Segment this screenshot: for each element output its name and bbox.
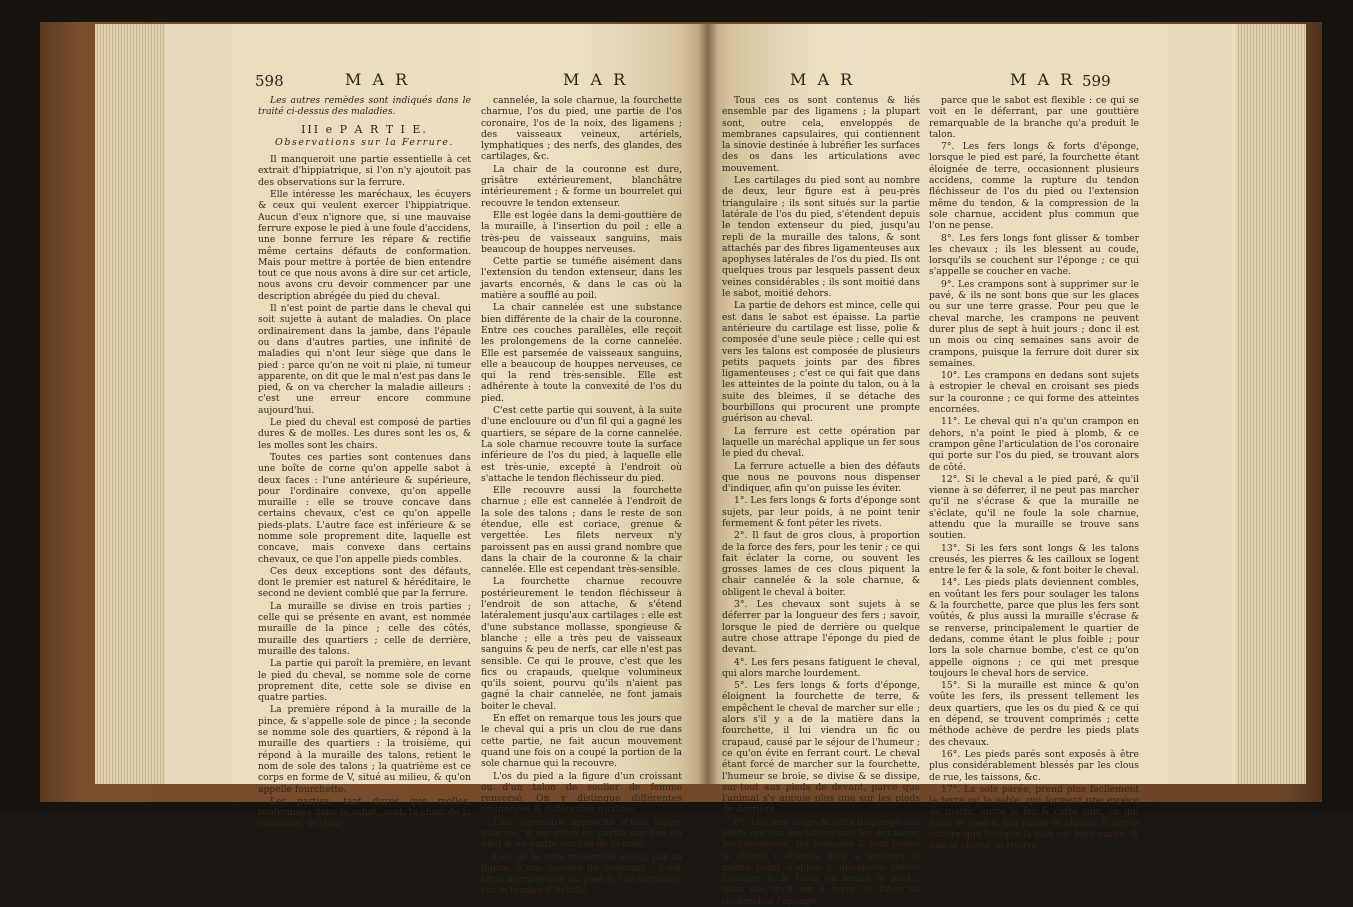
paragraph: Les parties, tant dures que molles, renfermées dans le sabot, sont, la chair de la couronne, la chair [258,795,471,830]
right-col2-paragraphs [929,95,1139,852]
paragraph: 7°. Les fers longs & forts d'éponge, lorsque le pied est paré, la fourchette étant éloignée de terre, occasionnent plusieurs accidens, comme la rupture du tendon fléchisseur de l'os du pied ou l'extension même du tendon, & la compression de la sole charnue, accident plus commun que l'on ne pense. [929,141,1139,232]
right-page-number: 599 [1082,72,1111,90]
paragraph: La partie qui paroît la première, en levant le pied du cheval, se nomme sole de corne proprement dite, cette sole se divise en quatre parties. [258,658,471,704]
paragraph: 8°. Les fers longs font glisser & tomber les chevaux ; ils les blessent au coude, lorsqu'ils se couchent sur l'éponge ; ce qui s'appelle se coucher en vache. [929,232,1139,278]
right-column-2 [929,95,1139,852]
paragraph: L'os coronaire approche d'une figure quarrée, il est situé en partie sur l'os du pied & en partie sur l'os de la noix. [481,816,682,851]
intro-note: Les autres remèdes sont indiqués dans le traité ci-dessus des maladies. [258,95,471,118]
paragraph: 1°. Les fers longs & forts d'éponge sont sujets, par leur poids, à ne point tenir fermement & font péter les rivets. [722,495,920,529]
left-running-head-2: M A R [563,70,629,89]
paragraph: Toutes ces parties sont contenues dans une boîte de corne qu'on appelle sabot à deux faces : l'une antérieure & supérieure, pour l'ordinaire convexe, qu'on appelle muraille : elle se trouve concave dans certains chevaux, c'est ce qu'on appelle pieds-plats. L'autre face est inférieure & se nomme sole proprement dite, laquelle est concave, mais convexe dans certains chevaux, ce que l'on appelle pieds combles. [258,451,471,565]
paragraph: 14°. Les pieds plats deviennent combles, en voûtant les fers pour soulager les talons & la fourchette, parce que plus les fers sont voûtés, & plus aussi la muraille s'écrase & se renverse, principalement le quartier de dedans, comme étant le plus foible ; pour lors la sole charnue bombe, c'est ce qu'on appelle oignons ; ce qui met presque toujours le cheval hors de service. [929,577,1139,679]
book-gutter [698,24,718,784]
right-column-1 [722,95,921,907]
paragraph: La chair de la couronne est dure, grisâtre extérieurement, blanchâtre intérieurement ; & forme un bourrelet qui recouvre le tendon extenseur. [481,163,682,209]
left-page-number: 598 [255,72,284,90]
paragraph: 4°. Les fers pesans fatiguent le cheval, qui alors marche lourdement. [722,656,920,679]
left-page-edges [95,24,165,784]
paragraph: 10°. Les crampons en dedans sont sujets à estropier le cheval en croisant ses pieds sur la couronne ; ce qui forme des atteintes encornées. [929,370,1139,416]
paragraph: Il manqueroit une partie essentielle à cet extrait d'hippiatrique, si l'on n'y ajoutoit pas des observations sur la ferrure. [258,154,471,188]
paragraph: cannelée, la sole charnue, la fourchette charnue, l'os du pied, une partie de l'os coronaire, l'os de la noix, des ligamens ; des vaisseaux veineux, artériels, lymphatiques ; des nerfs, des glandes, des cartilages, &c. [481,95,682,163]
paragraph: Elle intéresse les maréchaux, les écuyers & ceux qui veulent exercer l'hippiatrique. Aucun d'eux n'ignore que, si une mauvaise ferrure expose le pied à une foule d'accidens, une bonne ferrure les répare & rectifie même certains défauts de conformation. Mais pour mettre à portée de bien entendre tout ce que nous avons à dire sur cet article, nous avons cru devoir commencer par une description abrégée du pied du cheval. [258,189,471,302]
paragraph: parce que le sabot est flexible : ce qui se voit en le déferrant, par une gouttière remarquable de la branche qu'a produit le talon. [929,95,1139,140]
paragraph: 15°. Si la muraille est mince & qu'on voûte les fers, ils pressent tellement les deux quartiers, que les os du pied & ce qui en dépend, se trouvent comprimés ; cette méthode achève de perdre les pieds plats des chevaux. [929,680,1139,748]
paragraph: Cette partie se tuméfie aisément dans l'extension du tendon extenseur, dans les javarts encornés, & dans le cas où la matière a soufflé au poil. [481,256,682,302]
paragraph: L'os de la noix ressemble assez, par sa figure, à une navette de tisserand : il est situé derrière l'os du pied & l'os coronaire sur le tendon d'Achille. [481,851,682,897]
paragraph: Les cartilages du pied sont au nombre de deux, leur figure est à peu-près triangulaire ; ils sont situés sur la partie latérale de l'os du pied, s'étendent depuis le tendon extenseur du pied, jusqu'au repli de la muraille des talons, & sont attachés par des fibres ligamenteuses aux apophyses latérales de l'os du pied. Ils ont quelques trous par lesquels passent deux veines considérables ; ils sont moitié dans le sabot, moitié dehors. [722,175,921,300]
paragraph: La fourchette charnue recouvre postérieurement le tendon fléchisseur à l'endroit de son attache, & s'étend latéralement jusqu'aux cartilages : elle est d'une substance mollasse, spongieuse & blanche ; elle a très peu de vaisseaux sanguins & peu de nerfs, car elle n'est pas sensible. Ce qui le prouve, c'est que les fics ou crapauds, quelque volumineux qu'ils soient, pourvu qu'ils n'aient pas gagné la chair cannelée, ne font jamais boiter le cheval. [481,576,682,712]
left-column-2 [481,95,682,897]
paragraph: La ferrure est cette opération par laquelle un maréchal applique un fer sous le pied du cheval. [722,425,920,460]
paragraph: La première répond à la muraille de la pince, & s'appelle sole de pince ; la seconde se nomme sole des quartiers, & répond à la muraille des quartiers : la troisième, qui répond à la muraille des talons, retient le nom de sole des talons ; la quatrième est ce corps en forme de V, situé au milieu, & qu'on appelle fourchette. [258,704,471,795]
paragraph: En effet on remarque tous les jours que le cheval qui a pris un clou de rue dans cette partie, ne fait aucun mouvement quand une fois on a coupé la portion de la sole charnue qui la recouvre. [481,713,682,770]
left-running-head-1: M A R [345,70,411,89]
part-title: III e P A R T I E. [301,122,428,136]
paragraph: 17°. La sole parée, prend plus facilement la terre ou le sable, qui forment une espèce de mastic entre le fer & cette sole, ce qui foule le pied & fait boiter le cheval. Il arrive encore que lorsque la sole est bien parée, & que le cheval se trouve [929,783,1139,852]
paragraph: Ces deux exceptions sont des défauts, dont le premier est naturel & héréditaire, le second ne devient comblé que par la ferrure. [258,565,471,600]
right-running-head-1: M A R [790,70,856,89]
paragraph: 6°. Les fers longs & forts d'éponge aux pieds qui ont les talons bas, les écrasent, les renversent, les froissent & font boiter le cheval ( attendu qu'il a toujours le même point d'appui ), quoiqu'on relève l'éponge & le talon en levant le pied ; mais dès qu'il est à terre, le talon va rechercher l'éponge, [722,816,920,907]
right-col1-paragraphs [722,95,920,907]
section-title: Observations sur la Ferrure. [275,136,454,148]
paragraph: La partie de dehors est mince, celle qui est dans le sabot est épaisse. La partie antérieure du cartilage est lisse, polie & composée d'une seule pièce ; celle qui est vers les talons est composée de plusieurs petits paquets joints par des fibres ligamenteuses ; c'est ce qui fait que dans les atteintes de la pointe du talon, ou à la suite des bleimes, il se détache des bourbillons qui procurent une prompte guérison au cheval. [722,300,920,425]
paragraph: 9°. Les crampons sont à supprimer sur le pavé, & ils ne sont bons que sur les glaces ou sur une terre grasse. Pour peu que le cheval marche, les crampons ne peuvent durer plus de sept à huit jours ; donc il est un mois ou cinq semaines sans avoir de crampons, puisque la ferrure doit durer six semaines. [929,278,1139,369]
right-running-head-2: M A R [1010,70,1076,89]
paragraph: 3°. Les chevaux sont sujets à se déferrer par la longueur des fers ; savoir, lorsque le pied de derrière ou quelque autre chose attrape l'éponge du pied de devant. [722,599,920,656]
paragraph: La chair cannelée est une substance bien différente de la chair de la couronne. Entre ces couches parallèles, elle reçoit les prolongemens de la corne cannelée. Elle est parsemée de vaisseaux sanguins, elle a beaucoup de houppes nerveuses, ce qui la rend très-sensible. Elle est adhérente à toute la convexité de l'os du pied. [481,302,682,404]
paragraph: 5°. Les fers longs & forts d'éponge, éloignent la fourchette de terre, & empêchent le cheval de marcher sur elle ; alors s'il y a de la matière dans la fourchette, il lui viendra un fic ou crapaud, causé par le séjour de l'humeur ; ce qu'on évite en ferrant court. Le cheval étant forcé de marcher sur la fourchette, l'humeur se broie, se divise & se dissipe, sur-tout aux pieds de devant, parce que l'animal s'y appuie plus que sur les pieds de derrière. [722,680,920,816]
paragraph: 12°. Si le cheval a le pied paré, & qu'il vienne à se déferrer, il ne peut pas marcher qu'il ne s'écrase & que la muraille ne s'éclate, qu'il ne foule la sole charnue, attendu que la muraille se trouve sans soutien. [929,473,1139,542]
paragraph: La muraille se divise en trois parties ; celle qui se présente en avant, est nommée muraille de la pince ; celle des côtés, muraille des quartiers ; celle de derrière, muraille des talons. [258,600,471,657]
paragraph: Elle recouvre aussi la fourchette charnue ; elle est cannelée à l'endroit de la sole des talons ; dans le reste de son étendue, elle est coriace, grenue & vergettée. Les filets nerveux n'y paroissent pas en aussi grand nombre que dans la chair de la couronne & la chair cannelée. Elle est cependant très-sensible. [481,485,682,576]
left-column-1 [258,95,471,830]
left-col1-paragraphs [258,154,471,830]
paragraph: C'est cette partie qui souvent, à la suite d'une enclouure ou d'un fil qui a gagné les quartiers, se sépare de la corne cannelée. La sole charnue recouvre toute la surface inférieure de l'os du pied, à laquelle elle est très-unie, excepté à l'endroit où s'attache le tendon fléchisseur du pied. [481,405,682,484]
paragraph: L'os du pied a la figure d'un croissant ou d'un talon de soulier de femme renversé. On y distingue différentes éminences & différentes qualités. [481,770,682,816]
paragraph: 11°. Le cheval qui n'a qu'un crampon en dehors, n'a point le pied à plomb, & ce crampon gêne l'articulation de l'os coronaire qui porte sur l'os du pied, se trouvant alors de côté. [929,416,1139,473]
right-page-edges [1236,24,1306,784]
paragraph: Il n'est point de partie dans le cheval qui soit sujette à autant de maladies. On place ordinairement dans la jambe, dans l'épaule ou dans d'autres parties, une infinité de maladies qui n'ont leur siège que dans le pied : parce qu'on ne voit ni plaie, ni tumeur apparente, on dit que le mal n'est pas dans le pied, & on va chercher la maladie ailleurs : c'est une erreur encore commune aujourd'hui. [258,303,471,416]
paragraph: 13°. Si les fers sont longs & les talons creusés, les pierres & les cailloux se logent entre le fer & la sole, & font boiter le cheval. [929,542,1139,577]
paragraph: 2°. Il faut de gros clous, à proportion de la force des fers, pour les tenir ; ce qui fait éclater la corne, ou souvent les grosses lames de ces clous piquent la chair cannelée & la sole charnue, & obligent le cheval à boiter. [722,530,920,598]
paragraph: La ferrure actuelle a bien des défauts que nous ne pouvons nous dispenser d'indiquer, afin qu'on puisse les éviter. [722,460,920,495]
paragraph: Tous ces os sont contenus & liés ensemble par des ligamens ; la plupart sont, outre cela, enveloppés de membranes capsulaires, qui contiennent la sinovie destinée à lubréfier les surfaces des os dans les articulations avec mouvement. [722,95,920,174]
paragraph: 16°. Les pieds parés sont exposés à être plus considérablement blessés par les clous de rue, les taissons, &c. [929,748,1139,783]
paragraph: Elle est logée dans la demi-gouttière de la muraille, à l'insertion du poil ; elle a très-peu de vaisseaux sanguins, mais beaucoup de houppes nerveuses. [481,209,682,255]
left-col2-paragraphs [481,95,682,897]
paragraph: Le pied du cheval est composé de parties dures & de molles. Les dures sont les os, & les molles sont les chairs. [258,417,471,451]
